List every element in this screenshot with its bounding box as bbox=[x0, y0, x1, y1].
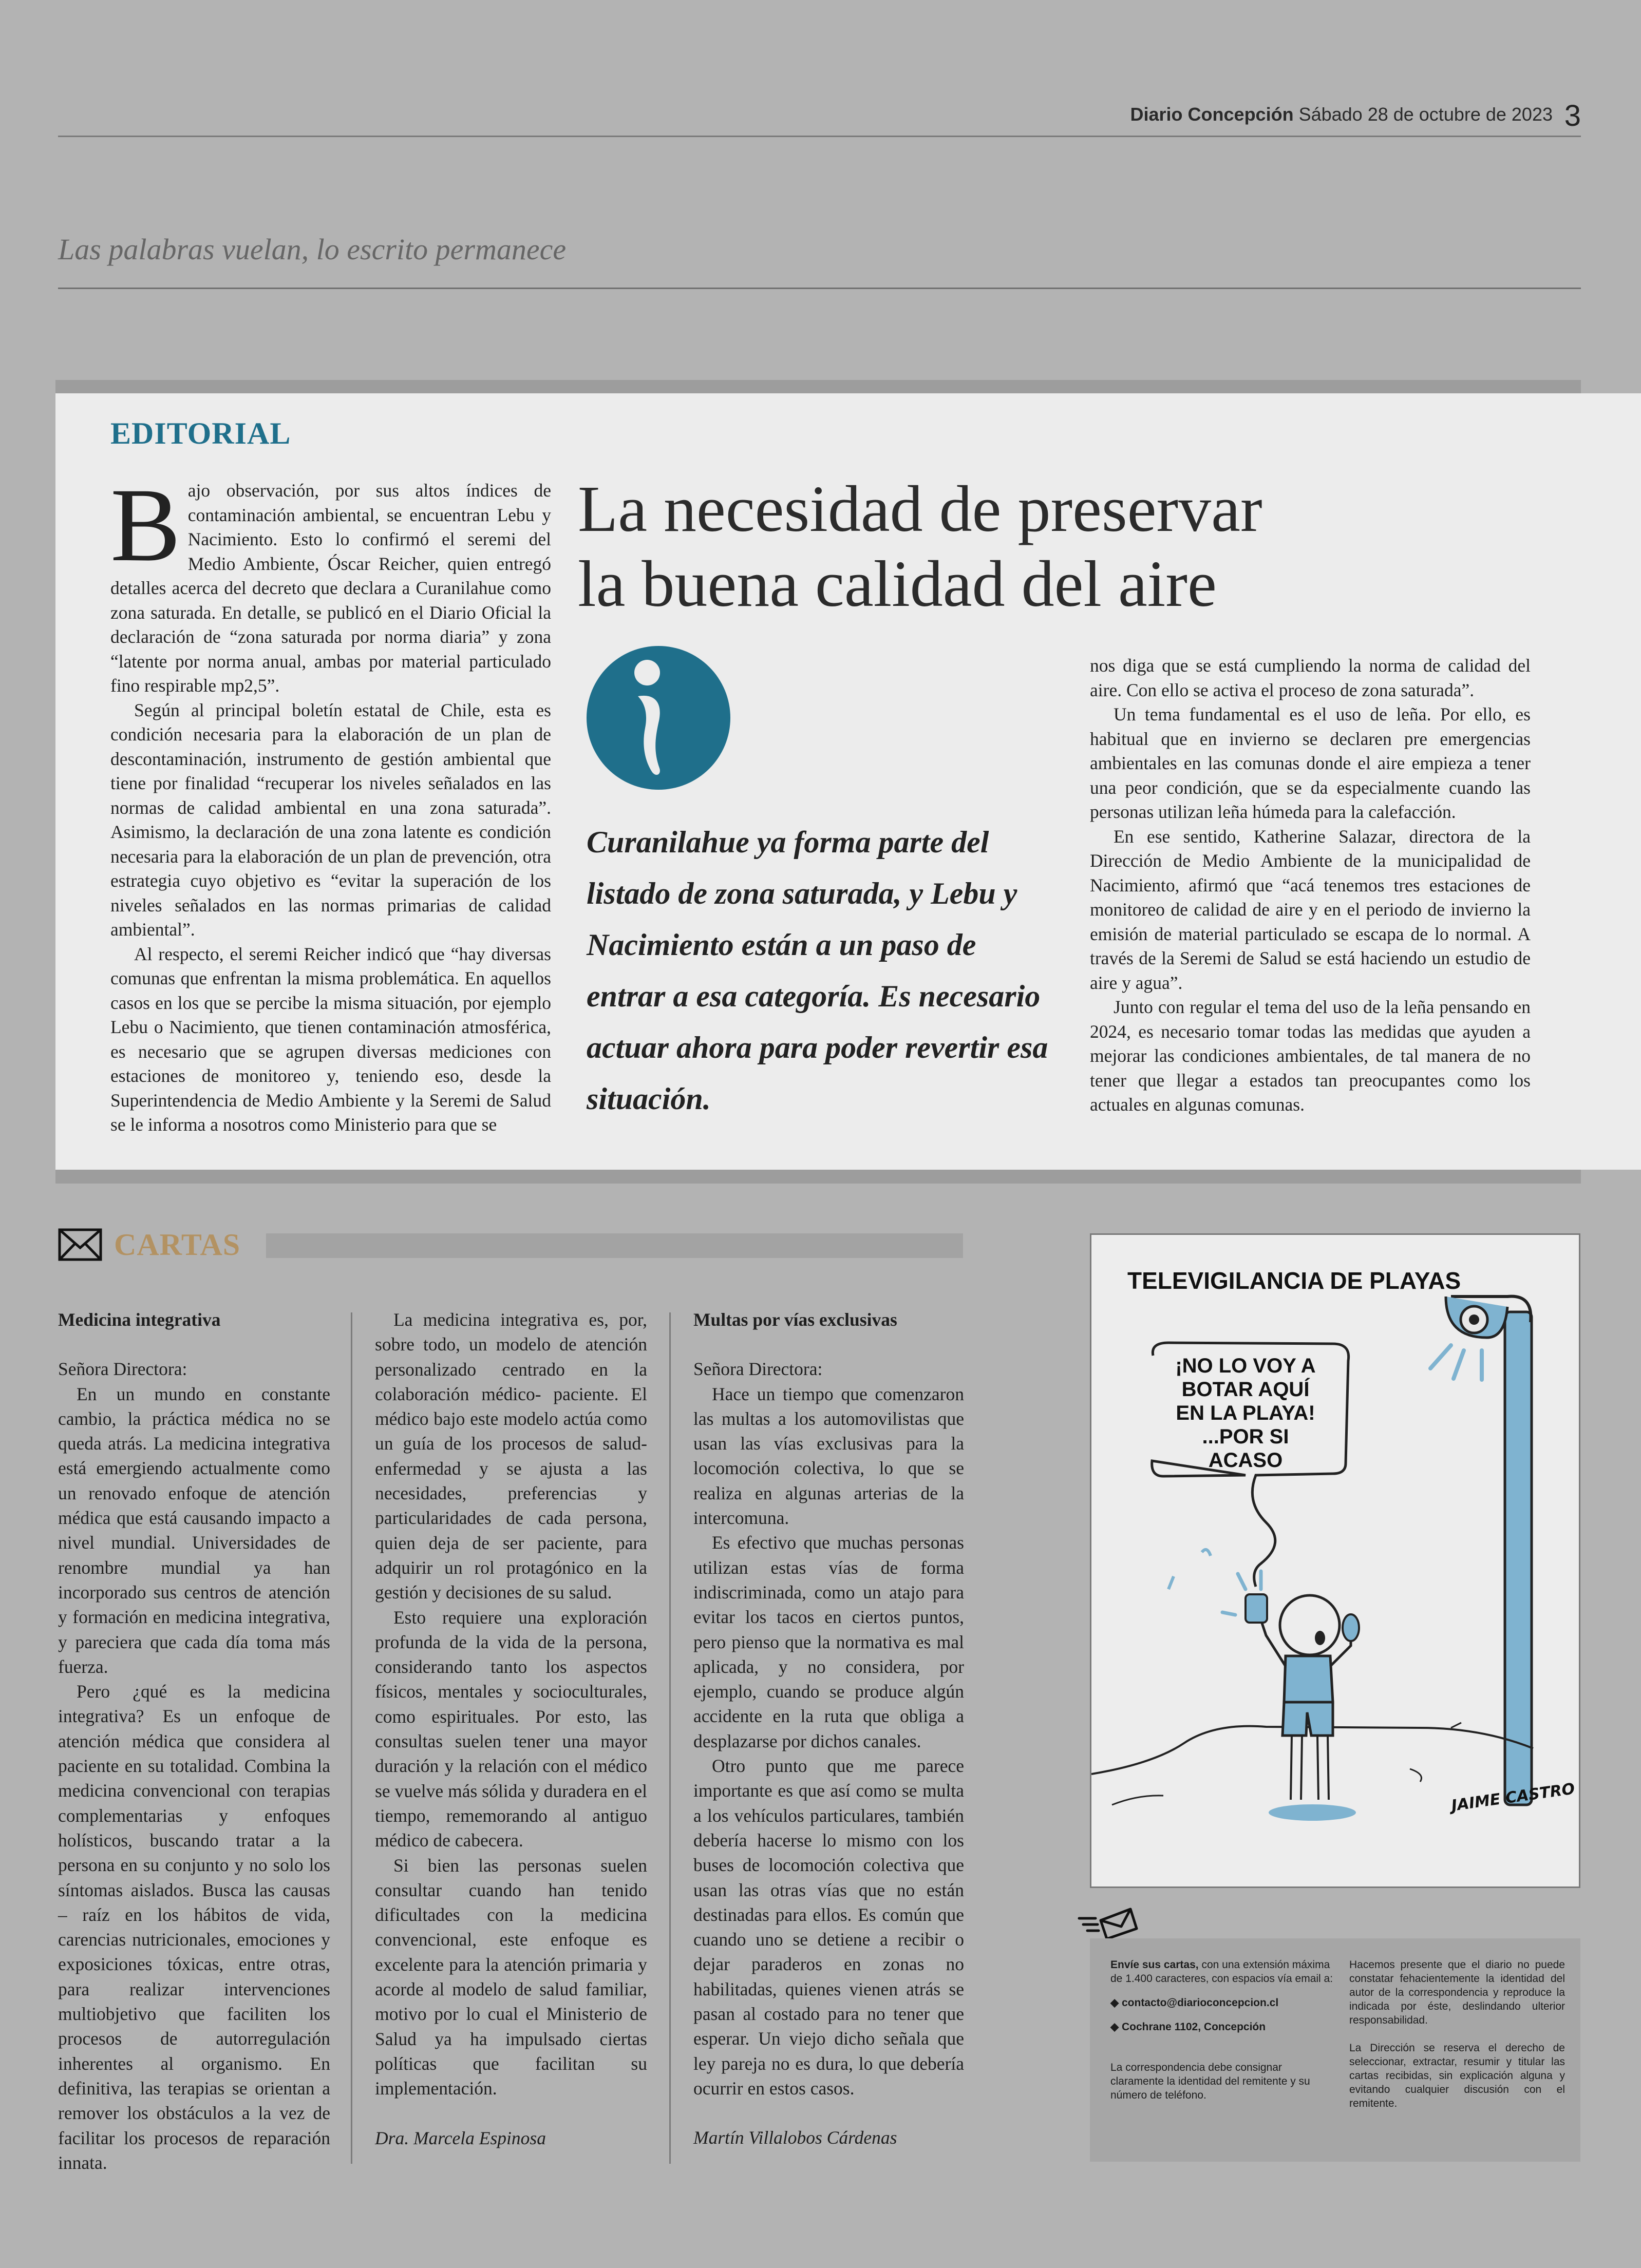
editorial-paragraph: En ese sentido, Katherine Salazar, directora de la Dirección de Medio Ambiente de la municipalidad de Nacimiento, afirmó que “acá tenemos tres estaciones de monitoreo de calidad de aire y en el periodo de invierno la emisión de material particulado se escapa de lo normal. A través de la Seremi de Salud se está haciendo un estudio de aire y agua”. bbox=[1090, 826, 1531, 993]
letter-salutation: Señora Directora: bbox=[58, 1359, 187, 1380]
editorial-column-1 bbox=[110, 467, 551, 1137]
letter-1-column-b bbox=[375, 1307, 647, 2150]
editorial-title bbox=[578, 471, 1262, 621]
letter-paragraph: Esto requiere una exploración profunda de la vida de la persona, considerando tanto los aspectos físicos, mentales y socioculturales, como espirituales. Por esto, las consultas suelen tener una mayor duración y la relación con el médico se vuelve más sólida y duradera en el tiempo, rememorando al antiguo médico de cabecera. bbox=[375, 1607, 647, 1851]
letter-paragraph: Hace un tiempo que comenzaron las multas a los automovilistas que usan las vías exclusivas para la locomoción colectiva, lo que se realiza en algunas arterias de la intercomuna. bbox=[693, 1383, 964, 1529]
editorial-paragraph: Un tema fundamental es el uso de leña. Por ello, es habitual que en invierno se declaren pre emergencias ambientales en las comunas donde el aire empieza a tener una peor condición, que se da especialmente cuando las personas utilizan leña húmeda para la calefacción. bbox=[1090, 704, 1531, 822]
envelope-icon bbox=[58, 1228, 102, 1261]
letter-paragraph: En un mundo en constante cambio, la práctica médica no se queda atrás. La medicina integrativa está emergiendo actualmente como un renovado enfoque de atención médica que está causando impacto a nivel mundial. Universidades de renombre mundial ya han incorporado sus centros de atención y formación en medicina integrativa, y pareciera que cada día toma más fuerza. bbox=[58, 1383, 330, 1677]
editorial-paragraph: Al respecto, el seremi Reicher indicó que “hay diversas comunas que enfrentan la misma problemática. En aquellos casos en los que se percibe la misma situación, por ejemplo Lebu o Nacimiento, que tienen contaminación atmosférica, es necesario que se agrupen diversas mediciones con estaciones de monitoreo y, teniendo eso, desde la Superintendencia de Medio Ambiente y la Seremi de Salud se le informa a nosotros como Ministerio para que se bbox=[110, 943, 551, 1135]
cartoon-title: TELEVIGILANCIA DE PLAYAS bbox=[1127, 1267, 1461, 1294]
letter-signature: Martín Villalobos Cárdenas bbox=[693, 2127, 897, 2148]
issue-date: Sábado 28 de octubre de 2023 bbox=[1298, 104, 1553, 125]
letter-paragraph: Si bien las personas suelen consultar cuando han tenido dificultades con la medicina convencional, este enfoque es excelente para la atención primaria y acorde al modelo de salud familiar, motivo por lo cual el Ministerio de Salud ya ha impulsado ciertas políticas que facilitan su implementación. bbox=[375, 1855, 647, 2099]
column-divider bbox=[351, 1312, 352, 2164]
editorial-title-line: La necesidad de preservar bbox=[578, 472, 1262, 545]
cartoon-drawing bbox=[1091, 1235, 1579, 1886]
editorial-label: EDITORIAL bbox=[110, 416, 291, 450]
editorial-paragraph: ajo observación, por sus altos índices de contaminación ambiental, se encuentran Lebu y Nacimiento. Esto lo confirmó el seremi del Medio Ambiente, Óscar Reicher, quien entregó detalles acerca del decreto que declara a Curanilahue como zona saturada. En detalle, se publicó en el Diario Oficial la declaración de “zona saturada por norma diaria” y zona “latente por norma anual, ambas por material particulado fino respirable mp2,5”. bbox=[110, 480, 551, 696]
letters-info-box bbox=[1090, 1938, 1580, 2162]
info-left bbox=[1110, 1958, 1336, 2102]
letter-title: Multas por vías exclusivas bbox=[693, 1309, 897, 1330]
contact-address: ◆ Cochrane 1102, Concepción bbox=[1110, 2020, 1336, 2034]
info-disclaimer: Hacemos presente que el diario no puede constatar fehacientemente la identidad del autor de la correspondencia y reproduce la indicada por éste, deslindando ulterior responsabilidad. bbox=[1349, 1959, 1565, 2026]
drop-cap: B bbox=[110, 467, 181, 583]
editorial-title-line: la buena calidad del aire bbox=[578, 547, 1217, 620]
editorial-pullquote: Curanilahue ya forma parte del listado de zona saturada, y Lebu y Nacimiento están a un paso de entrar a esa categoría. Es necesario actuar ahora para poder revertir esa situación. bbox=[587, 825, 1048, 1116]
cartoon-signature: JAIME CASTRO bbox=[1450, 1780, 1576, 1815]
newspaper-name: Diario Concepción bbox=[1130, 104, 1294, 125]
page-number: 3 bbox=[1564, 99, 1581, 132]
motto: Las palabras vuelan, lo escrito permanece bbox=[58, 233, 567, 266]
letter-paragraph: Otro punto que me parece importante es que así como se multa a los vehículos particulares, también debería hacerse lo mismo con los buses de locomoción colectiva que usan las otras vías que no están destinadas para ellos. Es común que cuando uno se detiene a recibir o dejar paraderos en zonas no habilitadas, quienes vienen atrás se pasan al costado para no tener que esperar. Un viejo dicho señala que ley pareja no es dura, lo que debería ocurrir en estos casos. bbox=[693, 1756, 964, 2099]
cartoon-speech: ¡NO LO VOY A BOTAR AQUÍ EN LA PLAYA! ...POR SI ACASO bbox=[1175, 1355, 1316, 1472]
mail-send-icon bbox=[1077, 1906, 1140, 1943]
editorial-column-3 bbox=[1090, 654, 1531, 1117]
header-dateline bbox=[1130, 104, 1553, 125]
letter-paragraph: Pero ¿qué es la medicina integrativa? Es un enfoque de atención médica que considera al paciente en su totalidad. Combina la medicina convencional con terapias complementarias y enfoques holísticos, buscando tratar a la persona en su conjunto y no solo los síntomas aislados. Busca las causas – raíz en los hábitos de vida, carencias nutricionales, emociones y exposiciones tóxicas, entre otras, para realizar intervenciones multiobjetivo que faciliten los procesos de autorregulación inherentes al organismo. En definitiva, las terapias se orientan a remover los obstáculos a la vez de facilitar los procesos de reparación innata. bbox=[58, 1681, 330, 2173]
editorial-paragraph: nos diga que se está cumpliendo la norma de calidad del aire. Con ello se activa el proceso de zona saturada”. bbox=[1090, 655, 1531, 700]
cartoon bbox=[1090, 1233, 1580, 1888]
letter-paragraph: La medicina integrativa es, por, sobre todo, un modelo de atención personalizado centrado en la colaboración médico- paciente. El médico bajo este modelo actúa como un guía de los procesos de salud-enfermedad y se ajusta a las necesidades, preferencias y particularidades de cada persona, quien deja de ser paciente, para adquirir un rol protagónico en la gestión y decisiones de su salud. bbox=[375, 1309, 647, 1603]
letter-salutation: Señora Directora: bbox=[693, 1359, 823, 1380]
editorial-paragraph: Junto con regular el tema del uso de la leña pensando en 2024, es necesario tomar todas las medidas que ayuden a mejorar las condiciones ambientales, de tal manera de no tener que llegar a estados tan preocupantes como los actuales en algunas comunas. bbox=[1090, 997, 1531, 1115]
info-intro-bold: Envíe sus cartas, bbox=[1110, 1959, 1199, 1971]
info-intro bbox=[1110, 1958, 1336, 1986]
column-divider bbox=[669, 1312, 671, 2164]
info-note: La correspondencia debe consignar claramente la identidad del remitente y su número de teléfono. bbox=[1110, 2062, 1310, 2101]
header-rule bbox=[58, 136, 1581, 137]
letter-title: Medicina integrativa bbox=[58, 1309, 221, 1330]
cartas-label: CARTAS bbox=[114, 1228, 241, 1262]
info-i-icon bbox=[587, 646, 730, 790]
info-intro-rest: con una extensión máxima de 1.400 caracteres, con espacios vía email a: bbox=[1110, 1959, 1333, 1985]
motto-rule bbox=[58, 288, 1581, 289]
letter-2-column bbox=[693, 1307, 964, 2150]
letter-paragraph: Es efectivo que muchas personas utilizan estas vías de forma indiscriminada, como un atajo para evitar los tacos en ciertos puntos, pero pienso que la normativa es mal aplicada, y no considera, por ejemplo, cuando se produce algún accidente en la ruta que obliga a desplazarse por dichos canales. bbox=[693, 1532, 964, 1751]
letter-1-column-a bbox=[58, 1307, 330, 2175]
contact-email[interactable]: ◆ contacto@diarioconcepcion.cl bbox=[1110, 1996, 1336, 2010]
cartas-bar bbox=[266, 1233, 963, 1258]
info-rights: La Dirección se reserva el derecho de seleccionar, extractar, resumir y titular las cartas recibidas, sin explicación alguna y evitando cualquier discusión con el remitente. bbox=[1349, 2042, 1565, 2109]
letter-signature: Dra. Marcela Espinosa bbox=[375, 2127, 546, 2148]
info-right bbox=[1349, 1958, 1565, 2110]
editorial-paragraph: Según al principal boletín estatal de Chile, esta es condición necesaria para la elaboración de un plan de descontaminación, instrumento de gestión ambiental que tiene por finalidad “recuperar los niveles señalados en las normas de calidad ambiental en una zona saturada”. Asimismo, la declaración de una zona latente es condición necesaria para la elaboración de un plan de prevención, otra estrategia cuyo objetivo es “evitar la superación de los niveles señalados en las normas primarias de calidad ambiental”. bbox=[110, 699, 551, 940]
